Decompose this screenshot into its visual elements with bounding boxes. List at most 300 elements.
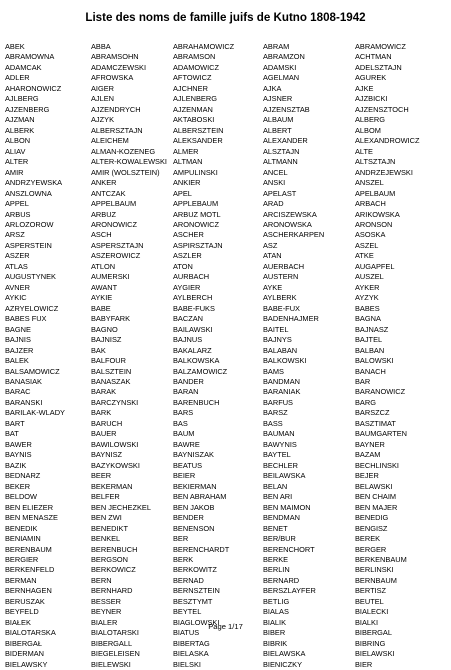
surname-entry: BACZAN <box>173 314 203 324</box>
surname-entry: BAKALARZ <box>173 345 212 355</box>
surname-entry: BALABAN <box>263 345 298 355</box>
surname-entry: ANKIER <box>173 178 201 188</box>
surname-entry: BENEDIK <box>5 523 38 533</box>
surname-entry: BAJTEL <box>355 335 383 345</box>
surname-entry: ARSZ <box>5 230 25 240</box>
surname-entry: ADAMOWICZ <box>173 62 219 72</box>
surname-entry: BENEDIKT <box>91 523 128 533</box>
surname-entry: BEKERMAN <box>91 481 133 491</box>
surname-entry: BARFUS <box>263 397 293 407</box>
surname-entry: BABES <box>355 303 380 313</box>
surname-entry: AJZBICKI <box>355 94 388 104</box>
surname-entry: BAJNYS <box>263 335 292 345</box>
surname-entry: ARIKOWSKA <box>355 209 400 219</box>
surname-entry: BEN MAIMON <box>263 502 311 512</box>
surname-entry: BERLINSKI <box>355 565 394 575</box>
surname-entry: BEREK <box>355 534 381 544</box>
surname-entry: BIELAWSKA <box>263 649 306 659</box>
surname-entry: ANKER <box>91 178 117 188</box>
surname-entry: BABYFARK <box>91 314 131 324</box>
surname-entry: AJLENBERG <box>173 94 217 104</box>
surname-entry: ATLON <box>91 261 116 271</box>
surname-entry: AHARONOWICZ <box>5 83 62 93</box>
surname-entry: AJZENSZTOCH <box>355 104 409 114</box>
surname-entry: ADELSZTAJN <box>355 62 402 72</box>
surname-entry: APPELBAUM <box>91 199 137 209</box>
surname-entry: BIBRING <box>355 638 386 648</box>
surname-entry: BEDNARZ <box>5 471 41 481</box>
surname-entry: AJZMAN <box>5 115 35 125</box>
surname-entry: ARAD <box>263 199 284 209</box>
surname-entry: ALIAV <box>5 146 26 156</box>
surname-entry: BER <box>173 534 189 544</box>
surname-entry: BALOWSKI <box>355 356 394 366</box>
surname-entry: BAMS <box>263 366 284 376</box>
surname-entry: ANSKI <box>263 178 286 188</box>
surname-entry: BARS <box>173 408 194 418</box>
surname-entry: AJZYK <box>91 115 114 125</box>
surname-entry: BIALER <box>91 617 118 627</box>
surname-entry: BERSZLAYFER <box>263 586 316 596</box>
surname-entry: BALBAN <box>355 345 385 355</box>
surname-entry: ABEK <box>5 42 25 51</box>
surname-entry: BIELEWSKI <box>91 659 131 669</box>
surname-entry: ASOSKA <box>355 230 386 240</box>
surname-entry: BERGSON <box>91 554 128 564</box>
surname-entry: AUMERSKI <box>91 272 130 282</box>
surname-entry: BALKOWSKI <box>263 356 307 366</box>
surname-entry: ALEKSANDER <box>173 136 223 146</box>
surname-entry: BEYNER <box>91 607 122 617</box>
surname-entry: BANASZAK <box>91 377 131 386</box>
surname-entry: BELDOW <box>5 492 38 502</box>
surname-entry: BAZYKOWSKI <box>91 460 140 470</box>
surname-entry: AJZENMAN <box>173 104 213 114</box>
surname-entry: BEJER <box>355 471 379 481</box>
surname-entry: ALBERG <box>355 115 385 125</box>
surname-entry: BERNARD <box>263 575 300 585</box>
surname-entry: BAYTEL <box>263 450 291 460</box>
surname-entry: ALEXANDER <box>263 136 308 146</box>
surname-entry: BALKOWSKA <box>173 356 220 366</box>
surname-column <box>355 42 446 670</box>
surname-entry: BECHLER <box>263 460 298 470</box>
surname-entry: BERENBUCH <box>91 544 138 554</box>
surname-entry: BIER <box>355 659 373 669</box>
surname-entry: ASPERSZTAJN <box>91 240 144 250</box>
surname-entry: AYKIC <box>5 293 27 303</box>
surname-entry: BERKE <box>263 554 289 564</box>
surname-entry: BER/BUR <box>263 534 296 544</box>
surname-entry: ARBUS <box>5 209 31 219</box>
surname-entry: BABE <box>91 303 111 313</box>
surname-entry: BERKENFELD <box>5 565 55 575</box>
surname-entry: BAR <box>355 377 371 386</box>
surname-entry: BEN ELIEZER <box>5 502 54 512</box>
surname-entry: BAS <box>173 418 188 428</box>
surname-entry: BAUMGARTEN <box>355 429 408 439</box>
surname-entry: ADAMCAK <box>5 62 42 72</box>
surname-entry: AJZENDRYCH <box>91 104 141 114</box>
surname-entry: BEN ARI <box>263 492 293 502</box>
surname-entry: BESSER <box>91 596 121 606</box>
surname-entry: BIBERGAŁ <box>5 638 42 648</box>
surname-entry: AJKA <box>263 83 282 93</box>
surname-entry: BIBER <box>263 628 286 638</box>
surname-entry: AMPULINSKI <box>173 167 218 177</box>
surname-entry: BAUER <box>91 429 117 439</box>
surname-entry: APPEL <box>5 199 29 209</box>
surname-entry: ALEXANDROWICZ <box>355 136 420 146</box>
surname-entry: ALBOM <box>355 125 381 135</box>
surname-entry: BEER <box>91 471 112 481</box>
surname-entry: AUGAPFEL <box>355 261 395 271</box>
surname-entry: ARBACH <box>355 199 386 209</box>
surname-entry: AYZYK <box>355 293 379 303</box>
surname-entry: AJSNER <box>263 94 293 104</box>
surname-entry: BIALOTARSKA <box>5 628 56 638</box>
surname-entry: AUGUSTYNEK <box>5 272 56 282</box>
surname-entry: BIBERGALL <box>91 638 133 648</box>
surname-entry: BERKOWICZ <box>91 565 136 575</box>
surname-entry: ADLER <box>5 73 30 83</box>
surname-entry: BETLIG <box>263 596 290 606</box>
surname-entry: AJCHNER <box>173 83 208 93</box>
surname-column <box>91 42 173 670</box>
surname-entry: BAYNER <box>355 439 385 449</box>
surname-entry: BADENHAJMER <box>263 314 319 324</box>
surname-entry: BENENSON <box>173 523 215 533</box>
surname-entry: AJLBERG <box>5 94 39 104</box>
surname-entry: BIELAWSKY <box>5 659 48 669</box>
surname-entry: BERLIN <box>263 565 290 575</box>
surname-entry: BEKER <box>5 481 31 491</box>
surname-entry: AFROWSKA <box>91 73 134 83</box>
surname-entry: BAWILOWSKI <box>91 439 139 449</box>
surname-entry: BALEK <box>5 356 29 366</box>
surname-entry: BEN JECHEZKEL <box>91 502 151 512</box>
surname-entry: BERN <box>91 575 112 585</box>
surname-entry: AMIR <box>5 167 24 177</box>
surname-entry: BIALOTARSKI <box>91 628 139 638</box>
surname-entry: BARCZYNSKI <box>91 397 139 407</box>
surname-column <box>5 42 91 670</box>
surname-entry: BAITEL <box>263 324 289 334</box>
surname-entry: ARONSON <box>355 219 393 229</box>
surname-entry: BART <box>5 418 25 428</box>
surname-entry: BERENBAUM <box>5 544 52 554</box>
surname-entry: AUERBACH <box>263 261 305 271</box>
surname-entry: BERKENBAUM <box>355 554 407 564</box>
surname-entry: BAWER <box>5 439 32 449</box>
surname-entry: BENIAMIN <box>5 534 41 544</box>
surname-entry: AJZENSZTAB <box>263 104 310 114</box>
surname-entry: ANSZLOWNA <box>5 188 52 198</box>
surname-entry: BIELASKA <box>173 649 209 659</box>
surname-entry: ARONOWSKA <box>263 219 312 229</box>
surname-entry: ANTCZAK <box>91 188 126 198</box>
surname-entry: ALTMANN <box>263 157 298 167</box>
surname-entry: AIGER <box>91 83 114 93</box>
surname-entry: BIBRIK <box>263 638 288 648</box>
surname-entry: BAYNISZAK <box>173 450 214 460</box>
surname-entry: ALBAUM <box>263 115 294 125</box>
surname-entry: BARK <box>91 408 112 418</box>
surname-entry: AYKE <box>263 282 283 292</box>
surname-entry: ALMAN-KOZENEG <box>91 146 156 156</box>
surname-entry: BERMAN <box>5 575 37 585</box>
surname-entry: AZRYELOWICZ <box>5 303 59 313</box>
surname-entry: BERENCHARDT <box>173 544 230 554</box>
surname-entry: AYGIER <box>173 282 201 292</box>
surname-entry: BERENCHORT <box>263 544 315 554</box>
surname-entry: ARBUZ MOTL <box>173 209 221 219</box>
surname-entry: APPLEBAUM <box>173 199 219 209</box>
surname-entry: ASCHERKARPEN <box>263 230 325 240</box>
surname-column <box>263 42 355 670</box>
surname-entry: BARG <box>355 397 376 407</box>
surname-entry: ASZLER <box>173 251 202 261</box>
surname-entry: BECHLINSKI <box>355 460 399 470</box>
surname-entry: ABRAMOWICZ <box>355 42 406 51</box>
surname-entry: BABE-FUKS <box>173 303 215 313</box>
surname-entry: ALEICHEM <box>91 136 129 146</box>
surname-entry: ASZ <box>263 240 278 250</box>
surname-entry: BAUM <box>173 429 195 439</box>
surname-entry: ARLOZOROW <box>5 219 54 229</box>
surname-entry: ASPIRSZTAJN <box>173 240 223 250</box>
surname-entry: AYLBERCH <box>173 293 213 303</box>
surname-entry: BEILAWSKA <box>263 471 306 481</box>
surname-entry: BARAC <box>5 387 31 397</box>
surname-entry: BARANSKI <box>5 397 43 407</box>
surname-entry: AJKE <box>355 83 374 93</box>
surname-entry: ASPERSTEIN <box>5 240 52 250</box>
surname-entry: BARANOWICZ <box>355 387 406 397</box>
surname-entry: AJLEN <box>91 94 115 104</box>
surname-entry: AVNER <box>5 282 30 292</box>
surname-entry: BANDMAN <box>263 377 300 386</box>
surname-entry: BEYTEL <box>173 607 202 617</box>
surname-entry: BANACH <box>355 366 386 376</box>
surname-entry: AGUREK <box>355 73 387 83</box>
surname-entry: ANSZEL <box>355 178 384 188</box>
surname-entry: ABRAMOWNA <box>5 52 55 62</box>
surname-entry: BAJZER <box>5 345 34 355</box>
surname-entry: BAILAWSKI <box>173 324 213 334</box>
surname-entry: BERNHAGEN <box>5 586 52 596</box>
surname-entry: BIBERGAL <box>355 628 392 638</box>
surname-entry: ASZER <box>5 251 30 261</box>
surname-entry: BERUSZAK <box>5 596 45 606</box>
surname-entry: BAJNIS <box>5 335 31 345</box>
surname-entry: APELAST <box>263 188 297 198</box>
surname-entry: BERNAD <box>173 575 204 585</box>
surname-entry: BERNHARD <box>91 586 133 596</box>
surname-entry: BAJNUS <box>173 335 203 345</box>
surname-column <box>173 42 263 670</box>
surname-entry: BARSZ <box>263 408 288 418</box>
surname-entry: BELAN <box>263 481 288 491</box>
surname-entry: BARAK <box>91 387 117 397</box>
surname-entry: BERNSZTEIN <box>173 586 220 596</box>
surname-entry: BIBERTAG <box>173 638 210 648</box>
surname-entry: BAJNASZ <box>355 324 389 334</box>
surname-entry: ALBERT <box>263 125 292 135</box>
surname-entry: ASCHER <box>173 230 204 240</box>
surname-entry: BEIER <box>173 471 196 481</box>
surname-entry: BAYNIS <box>5 450 32 460</box>
surname-entry: APELBAUM <box>355 188 396 198</box>
surname-entry: ARCISZEWSKA <box>263 209 317 219</box>
surname-entry: BEATUS <box>173 460 203 470</box>
surname-entry: BEYFELD <box>5 607 39 617</box>
surname-entry: ALBERK <box>5 125 35 135</box>
surname-entry: ANDRZYEWSKA <box>5 178 63 188</box>
surname-entry: BAUMAN <box>263 429 295 439</box>
surname-entry: AWANT <box>91 282 118 292</box>
surname-entry: ASZEL <box>355 240 379 250</box>
surname-entry: BARAN <box>173 387 199 397</box>
surname-entry: BAZIK <box>5 460 27 470</box>
surname-entry: BENEDIG <box>355 513 389 523</box>
surname-entry: ALBERSZTEIN <box>173 125 224 135</box>
surname-entry: ARONOWICZ <box>173 219 219 229</box>
surname-entry: ARBUZ <box>91 209 117 219</box>
surname-entry: BERK <box>173 554 194 564</box>
surname-entry: BALSAMOWICZ <box>5 366 60 376</box>
surname-entry: BARANIAK <box>263 387 301 397</box>
surname-entry: BAWYNIS <box>263 439 297 449</box>
surname-entry: BELFER <box>91 492 120 502</box>
surname-entry: ALMER <box>173 146 199 156</box>
surname-entry: BALSZTEIN <box>91 366 132 376</box>
surname-entry: ARONOWICZ <box>91 219 137 229</box>
surname-entry: AMIR (WOLSZTEIN) <box>91 167 160 177</box>
surname-entry: AGELMAN <box>263 73 300 83</box>
surname-entry: BEUTEL <box>355 596 384 606</box>
surname-entry: BENDER <box>173 513 204 523</box>
surname-entry: BESZTYMT <box>173 596 213 606</box>
surname-entry: BAWRE <box>173 439 200 449</box>
surname-entry: ALTER-KOWALEWSKI <box>91 157 167 167</box>
surname-entry: ADAMCZEWSKI <box>91 62 147 72</box>
surname-entry: BEN ABRAHAM <box>173 492 227 502</box>
surname-entry: BASZTIMAT <box>355 418 396 428</box>
surname-entry: BANDER <box>173 377 204 386</box>
surname-entry: BIAGLOWSKI <box>173 617 220 627</box>
surname-entry: BIEGELEISEN <box>91 649 140 659</box>
surname-entry: BARSZCZ <box>355 408 390 418</box>
surname-entry: AYLBERK <box>263 293 297 303</box>
surname-entry: AJZENBERG <box>5 104 50 114</box>
surname-entry: ALBERSZTAJN <box>91 125 143 135</box>
surname-entry: ALTMAN <box>173 157 203 167</box>
surname-entry: BABES FUX <box>5 314 47 324</box>
surname-entry: BERKOWITZ <box>173 565 217 575</box>
surname-entry: AKTABOSKI <box>173 115 215 125</box>
surname-entry: ACHTMAN <box>355 52 392 62</box>
surname-entry: BEN ZWI <box>91 513 122 523</box>
surname-entry: BERNBAUM <box>355 575 397 585</box>
surname-entry: BEN JAKOB <box>173 502 215 512</box>
surname-entry: BALZAMOWICZ <box>173 366 228 376</box>
surname-entry: ALTE <box>355 146 373 156</box>
page-title: Liste des noms de famille juifs de Kutno 1808-1942 <box>85 11 366 24</box>
surname-entry: AUSTERN <box>263 272 299 282</box>
page-number: Page 1/17 <box>208 622 243 631</box>
surname-entry: BEN MENASZE <box>5 513 58 523</box>
surname-entry: BAZAM <box>355 450 381 460</box>
surname-entry: BEN MAJER <box>355 502 398 512</box>
surname-entry: BENET <box>263 523 288 533</box>
surname-entry: BIAŁEK <box>5 617 31 627</box>
surname-entry: AURBACH <box>173 272 210 282</box>
surname-entry: BENGISZ <box>355 523 388 533</box>
surname-entry: ATLAS <box>5 261 28 271</box>
surname-entry: BAT <box>5 429 19 439</box>
surname-entry: BENDMAN <box>263 513 300 523</box>
surname-entry: BANASIAK <box>5 377 42 386</box>
surname-entry: BAYNISZ <box>91 450 123 460</box>
surname-entry: ASZEROWICZ <box>91 251 141 261</box>
surname-entry: BAGNE <box>5 324 31 334</box>
surname-entry: AYKIE <box>91 293 113 303</box>
surname-entry: ANDRZEJEWSKI <box>355 167 413 177</box>
surname-entry: BARENBUCH <box>173 397 220 407</box>
surname-entry: BAJNISZ <box>91 335 122 345</box>
surname-entry: ABRAMSON <box>173 52 216 62</box>
surname-entry: ATON <box>173 261 193 271</box>
surname-entry: AUSZEL <box>355 272 384 282</box>
surname-entry: BARILAK-WLADY <box>5 408 65 418</box>
surname-entry: ATAN <box>263 251 282 261</box>
surname-entry: BAK <box>91 345 106 355</box>
surname-entry: ABRAHAMOWICZ <box>173 42 235 51</box>
surname-entry: BIALAS <box>263 607 289 617</box>
surname-entry: BIELSKI <box>173 659 201 669</box>
surname-entry: BELAWSKI <box>355 481 393 491</box>
surname-entry: BIALIK <box>263 617 287 627</box>
surname-entry: ATKE <box>355 251 374 261</box>
surname-entry: BASS <box>263 418 283 428</box>
surname-entry: BAGNO <box>91 324 118 334</box>
surname-entry: BEKIERMAN <box>173 481 217 491</box>
surname-entry: BERTISZ <box>355 586 387 596</box>
surname-entry: BIALECKI <box>355 607 389 617</box>
surname-entry: ABRAM <box>263 42 290 51</box>
surname-entry: BABE-FUX <box>263 303 300 313</box>
surname-entry: ABRAMZON <box>263 52 305 62</box>
surname-entry: ABBA <box>91 42 111 51</box>
surname-entry: ANCEL <box>263 167 288 177</box>
surname-entry: BIENICZKY <box>263 659 303 669</box>
surname-entry: AYKER <box>355 282 380 292</box>
surname-entry: BIALKI <box>355 617 379 627</box>
surname-entry: BAGNA <box>355 314 381 324</box>
surname-entry: BERGIER <box>5 554 39 564</box>
surname-entry: ALBON <box>5 136 31 146</box>
surname-entry: BIELAWSKI <box>355 649 395 659</box>
surname-entry: BARUCH <box>91 418 123 428</box>
surname-entry: AFTOWICZ <box>173 73 212 83</box>
surname-entry: BIDERMAN <box>5 649 45 659</box>
surname-entry: APEL <box>173 188 192 198</box>
surname-entry: BALFOUR <box>91 356 126 366</box>
surname-entry: ADAMSKI <box>263 62 297 72</box>
surname-entry: BERGER <box>355 544 387 554</box>
surname-entry: BENKEL <box>91 534 121 544</box>
